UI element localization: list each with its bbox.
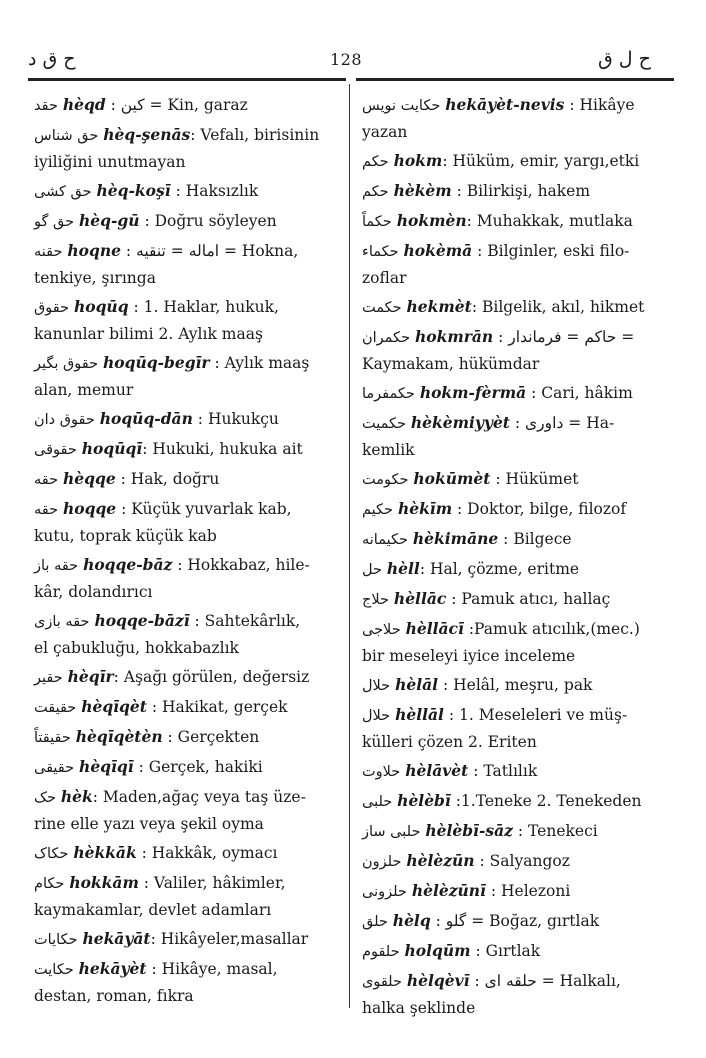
entry-headword: hèqd bbox=[62, 95, 106, 114]
dictionary-entry bbox=[34, 466, 340, 493]
entry-arabic-script: حکمفرما bbox=[362, 386, 415, 402]
entry-arabic-script: حقیقی bbox=[34, 760, 75, 776]
entry-arabic-script: حکاک bbox=[34, 846, 69, 862]
entry-headword: hoqqe bbox=[63, 499, 117, 518]
entry-arabic-script: حلق bbox=[362, 914, 388, 930]
dictionary-entry bbox=[34, 350, 340, 403]
entry-definition-continued: bir meseleyi iyice inceleme bbox=[362, 647, 576, 665]
entry-headword: hèqīqètèn bbox=[75, 727, 163, 746]
entry-headword: hèqīqī bbox=[79, 757, 134, 776]
entry-definition-continued: Kaymakam, hükümdar bbox=[362, 355, 540, 373]
entry-definition: : Haksızlık bbox=[170, 182, 259, 200]
entry-arabic-script: حل bbox=[362, 562, 382, 578]
dictionary-entry bbox=[362, 788, 668, 815]
dictionary-entry bbox=[34, 552, 340, 605]
entry-definition: : حاکم = فرماندار = bbox=[493, 328, 635, 346]
entry-headword: hokmrān bbox=[414, 327, 494, 346]
entry-definition: : Hikâye bbox=[564, 96, 635, 114]
entry-arabic-script: حقه bbox=[34, 502, 59, 518]
entry-definition: : کین = Kin, garaz bbox=[105, 96, 248, 114]
entry-arabic-script: حلبی ساز bbox=[362, 824, 421, 840]
dictionary-entry bbox=[362, 92, 668, 145]
entry-arabic-script: حکایات bbox=[34, 932, 78, 948]
entry-arabic-script: حقیقت bbox=[34, 700, 77, 716]
entry-headword: hoqne bbox=[67, 241, 121, 260]
entry-arabic-script: حلزون bbox=[362, 854, 402, 870]
dictionary-entry bbox=[362, 496, 668, 523]
dictionary-entry bbox=[34, 122, 340, 175]
dictionary-entry bbox=[362, 556, 668, 583]
entry-arabic-script: حلاج bbox=[362, 592, 389, 608]
header-left-letters: ح ق د bbox=[28, 48, 76, 70]
entry-arabic-script: حقوقی bbox=[34, 442, 77, 458]
entry-arabic-script: حکایت bbox=[34, 962, 74, 978]
dictionary-entry bbox=[34, 784, 340, 837]
dictionary-entry bbox=[34, 956, 340, 1009]
entry-headword: hèlèbī-sāz bbox=[425, 821, 513, 840]
entry-definition: : Küçük yuvarlak kab, bbox=[116, 500, 292, 518]
entry-headword: hokm bbox=[393, 151, 443, 170]
entry-definition-continued: halka şeklinde bbox=[362, 999, 476, 1017]
entry-headword: hèkkāk bbox=[73, 843, 137, 862]
entry-definition: : Salyangoz bbox=[474, 852, 570, 870]
entry-definition-continued: iyiliğini unutmayan bbox=[34, 153, 186, 171]
entry-definition: : Tenekeci bbox=[512, 822, 598, 840]
entry-arabic-script: حلاوت bbox=[362, 764, 401, 780]
entry-arabic-script: حکم bbox=[362, 184, 389, 200]
entry-headword: hèk bbox=[60, 787, 93, 806]
dictionary-entry bbox=[34, 608, 340, 661]
entry-definition-continued: kâr, dolandırıcı bbox=[34, 583, 153, 601]
entry-definition: : Helâl, meşru, pak bbox=[438, 676, 593, 694]
column-divider bbox=[349, 84, 350, 1008]
entry-definition: : Doğru söyleyen bbox=[139, 212, 277, 230]
entry-headword: hokūmèt bbox=[413, 469, 491, 488]
entry-definition: : اماله = تنقیه = Hokna, bbox=[120, 242, 299, 260]
entry-headword: hokmèn bbox=[396, 211, 467, 230]
dictionary-entry bbox=[362, 466, 668, 493]
entry-headword: hekāyāt bbox=[82, 929, 151, 948]
entry-headword: hèll bbox=[386, 559, 420, 578]
entry-headword: holqūm bbox=[404, 941, 471, 960]
header-rule-left bbox=[28, 78, 346, 81]
entry-headword: hoqqe-bāzī bbox=[94, 611, 190, 630]
dictionary-entry bbox=[362, 178, 668, 205]
entry-headword: hekmèt bbox=[406, 297, 472, 316]
entry-headword: hèllācī bbox=[405, 619, 464, 638]
dictionary-entry bbox=[362, 586, 668, 613]
dictionary-entry bbox=[362, 410, 668, 463]
dictionary-entry bbox=[362, 968, 668, 1021]
entry-definition-continued: yazan bbox=[362, 123, 408, 141]
left-column bbox=[34, 92, 340, 1012]
entry-headword: hekāyèt-nevis bbox=[445, 95, 565, 114]
entry-definition: : Hikâyeler,masallar bbox=[150, 930, 309, 948]
entry-arabic-script: حکایت نویس bbox=[362, 98, 441, 114]
entry-headword: hoqūq-begīr bbox=[103, 353, 210, 372]
dictionary-entry bbox=[362, 208, 668, 235]
entry-headword: hèlèzūnī bbox=[411, 881, 486, 900]
dictionary-entry bbox=[34, 238, 340, 291]
dictionary-entry bbox=[362, 238, 668, 291]
entry-headword: hèlèzūn bbox=[406, 851, 475, 870]
entry-arabic-script: حلاجی bbox=[362, 622, 401, 638]
entry-definition-continued: zoflar bbox=[362, 269, 407, 287]
entry-arabic-script: حق کشی bbox=[34, 184, 92, 200]
entry-definition: : Gerçek, hakiki bbox=[133, 758, 263, 776]
header-right-letters: ح ل ق bbox=[598, 48, 651, 70]
entry-headword: hèqīqèt bbox=[81, 697, 147, 716]
entry-definition: : Aylık maaş bbox=[209, 354, 310, 372]
entry-definition: : گلو = Boğaz, gırtlak bbox=[430, 912, 600, 930]
entry-definition: : Hikâye, masal, bbox=[146, 960, 278, 978]
entry-arabic-script: حقنه bbox=[34, 244, 63, 260]
entry-definition: : Sahtekârlık, bbox=[189, 612, 301, 630]
entry-headword: hèlèbī bbox=[397, 791, 451, 810]
dictionary-entry bbox=[362, 294, 668, 321]
entry-definition: : Hukukçu bbox=[192, 410, 279, 428]
entry-headword: hoqūq bbox=[73, 297, 129, 316]
entry-arabic-script: حکمت bbox=[362, 300, 402, 316]
entry-arabic-script: حلقوم bbox=[362, 944, 400, 960]
entry-headword: hekāyèt bbox=[78, 959, 147, 978]
dictionary-entry bbox=[362, 908, 668, 935]
entry-definition-continued: el çabukluğu, hokkabazlık bbox=[34, 639, 239, 657]
entry-definition-continued: tenkiye, şırınga bbox=[34, 269, 156, 287]
entry-headword: hoqqe-bāz bbox=[83, 555, 173, 574]
dictionary-entry bbox=[34, 92, 340, 119]
dictionary-entry bbox=[34, 406, 340, 433]
dictionary-entry bbox=[34, 664, 340, 691]
entry-arabic-script: حلزونی bbox=[362, 884, 407, 900]
dictionary-entry bbox=[362, 616, 668, 669]
dictionary-entry bbox=[362, 324, 668, 377]
header-rule-right bbox=[356, 78, 674, 81]
entry-arabic-script: حکام bbox=[34, 876, 65, 892]
entry-definition: :Pamuk atıcılık,(mec.) bbox=[463, 620, 640, 638]
entry-arabic-script: حکومت bbox=[362, 472, 409, 488]
entry-arabic-script: حکیم bbox=[362, 502, 393, 518]
entry-definition: : Hakikat, gerçek bbox=[146, 698, 288, 716]
dictionary-entry bbox=[362, 818, 668, 845]
dictionary-entry bbox=[34, 294, 340, 347]
entry-arabic-script: حلال bbox=[362, 708, 391, 724]
entry-arabic-script: حقه bbox=[34, 472, 59, 488]
entry-definition-continued: kanunlar bilimi 2. Aylık maaş bbox=[34, 325, 263, 343]
dictionary-entry bbox=[34, 840, 340, 867]
entry-definition-continued: kutu, toprak küçük kab bbox=[34, 527, 217, 545]
dictionary-entry bbox=[34, 496, 340, 549]
entry-arabic-script: حلال bbox=[362, 678, 391, 694]
dictionary-entry bbox=[362, 878, 668, 905]
entry-arabic-script: حکم bbox=[362, 154, 389, 170]
dictionary-entry bbox=[34, 926, 340, 953]
entry-definition: : Hokkabaz, hile- bbox=[172, 556, 310, 574]
entry-definition-continued: kemlik bbox=[362, 441, 415, 459]
entry-headword: hokkām bbox=[69, 873, 139, 892]
entry-headword: hèllāc bbox=[393, 589, 447, 608]
entry-definition: : Hükümet bbox=[490, 470, 579, 488]
entry-arabic-script: حلبی bbox=[362, 794, 393, 810]
entry-definition: : Hal, çözme, eritme bbox=[419, 560, 580, 578]
dictionary-entry bbox=[362, 148, 668, 175]
entry-arabic-script: حقوق بگیر bbox=[34, 356, 99, 372]
entry-definition: : Hukuki, hukuka ait bbox=[142, 440, 303, 458]
entry-definition: : Vefalı, birisinin bbox=[190, 126, 320, 144]
dictionary-entry bbox=[362, 702, 668, 755]
entry-definition: : Hakkâk, oymacı bbox=[136, 844, 278, 862]
entry-definition: : Maden,ağaç veya taş üze- bbox=[92, 788, 306, 806]
entry-arabic-script: حلقوی bbox=[362, 974, 402, 990]
entry-headword: hèlqèvī bbox=[406, 971, 470, 990]
entry-arabic-script: حقوق bbox=[34, 300, 70, 316]
entry-definition-continued: rine elle yazı veya şekil oyma bbox=[34, 815, 264, 833]
entry-definition: : Helezoni bbox=[485, 882, 571, 900]
page-number: 128 bbox=[330, 50, 363, 69]
entry-definition: : Bilginler, eski filo- bbox=[472, 242, 630, 260]
entry-headword: hèllāl bbox=[395, 705, 444, 724]
entry-arabic-script: حقه بازی bbox=[34, 614, 90, 630]
entry-definition: :1.Teneke 2. Tenekeden bbox=[450, 792, 642, 810]
entry-definition: : Valiler, hâkimler, bbox=[138, 874, 286, 892]
entry-arabic-script: حق شناس bbox=[34, 128, 99, 144]
entry-definition: : داوری = Ha- bbox=[509, 414, 615, 432]
dictionary-entry bbox=[362, 848, 668, 875]
entry-headword: hèq-gū bbox=[79, 211, 140, 230]
dictionary-entry bbox=[362, 526, 668, 553]
entry-definition: : 1. Haklar, hukuk, bbox=[128, 298, 279, 316]
entry-headword: hèlq bbox=[392, 911, 431, 930]
entry-arabic-script: حکماء bbox=[362, 244, 399, 260]
entry-definition: : Pamuk atıcı, hallaç bbox=[446, 590, 611, 608]
entry-definition: : Hüküm, emir, yargı,etki bbox=[442, 152, 640, 170]
entry-headword: hèkīm bbox=[397, 499, 453, 518]
entry-definition: : حلقه ای = Halkalı, bbox=[469, 972, 621, 990]
entry-definition-continued: alan, memur bbox=[34, 381, 134, 399]
entry-definition: : Gırtlak bbox=[470, 942, 541, 960]
entry-headword: hèkimāne bbox=[412, 529, 499, 548]
dictionary-entry bbox=[362, 380, 668, 407]
entry-arabic-script: حقه باز bbox=[34, 558, 79, 574]
entry-definition: : Bilirkişi, hakem bbox=[451, 182, 591, 200]
dictionary-entry bbox=[362, 758, 668, 785]
entry-headword: hèqīr bbox=[67, 667, 114, 686]
entry-arabic-script: حک bbox=[34, 790, 56, 806]
entry-arabic-script: حقد bbox=[34, 98, 58, 114]
entry-headword: hèqqe bbox=[63, 469, 116, 488]
entry-definition: : Bilgelik, akıl, hikmet bbox=[471, 298, 645, 316]
entry-headword: hokèmā bbox=[403, 241, 473, 260]
entry-headword: hoqūq-dān bbox=[99, 409, 193, 428]
entry-arabic-script: حکمیت bbox=[362, 416, 406, 432]
entry-definition-continued: külleri çözen 2. Eriten bbox=[362, 733, 537, 751]
entry-headword: hèkèm bbox=[393, 181, 452, 200]
dictionary-entry bbox=[34, 870, 340, 923]
entry-definition: : Tatlılık bbox=[468, 762, 538, 780]
entry-arabic-script: حقیقتاً bbox=[34, 730, 71, 746]
entry-headword: hèlāl bbox=[395, 675, 439, 694]
entry-headword: hoqūqī bbox=[81, 439, 143, 458]
dictionary-entry bbox=[34, 208, 340, 235]
entry-arabic-script: حق گو bbox=[34, 214, 75, 230]
entry-definition: : Muhakkak, mutlaka bbox=[466, 212, 633, 230]
entry-headword: hèlāvèt bbox=[405, 761, 469, 780]
entry-headword: hèq-şenās bbox=[103, 125, 191, 144]
entry-arabic-script: حکیمانه bbox=[362, 532, 408, 548]
dictionary-entry bbox=[34, 436, 340, 463]
entry-definition: : Aşağı görülen, değersiz bbox=[113, 668, 310, 686]
entry-headword: hèq-koşī bbox=[96, 181, 171, 200]
entry-arabic-script: حقیر bbox=[34, 670, 63, 686]
dictionary-entry bbox=[34, 694, 340, 721]
dictionary-entry bbox=[34, 754, 340, 781]
entry-definition: : Doktor, bilge, filozof bbox=[452, 500, 627, 518]
entry-definition: : Gerçekten bbox=[162, 728, 260, 746]
right-column bbox=[362, 92, 668, 1024]
entry-headword: hokm-fèrmā bbox=[419, 383, 527, 402]
entry-arabic-script: حکماً bbox=[362, 214, 392, 230]
entry-arabic-script: حقوق دان bbox=[34, 412, 95, 428]
dictionary-entry bbox=[34, 724, 340, 751]
dictionary-entry bbox=[362, 938, 668, 965]
entry-definition-continued: kaymakamlar, devlet adamları bbox=[34, 901, 272, 919]
entry-definition: : Bilgece bbox=[498, 530, 572, 548]
dictionary-entry bbox=[34, 178, 340, 205]
entry-arabic-script: حکمران bbox=[362, 330, 411, 346]
entry-definition: : Cari, hâkim bbox=[526, 384, 633, 402]
entry-headword: hèkèmiyyèt bbox=[410, 413, 510, 432]
entry-definition: : 1. Meseleleri ve müş- bbox=[443, 706, 628, 724]
entry-definition-continued: destan, roman, fıkra bbox=[34, 987, 194, 1005]
dictionary-entry bbox=[362, 672, 668, 699]
entry-definition: : Hak, doğru bbox=[115, 470, 220, 488]
